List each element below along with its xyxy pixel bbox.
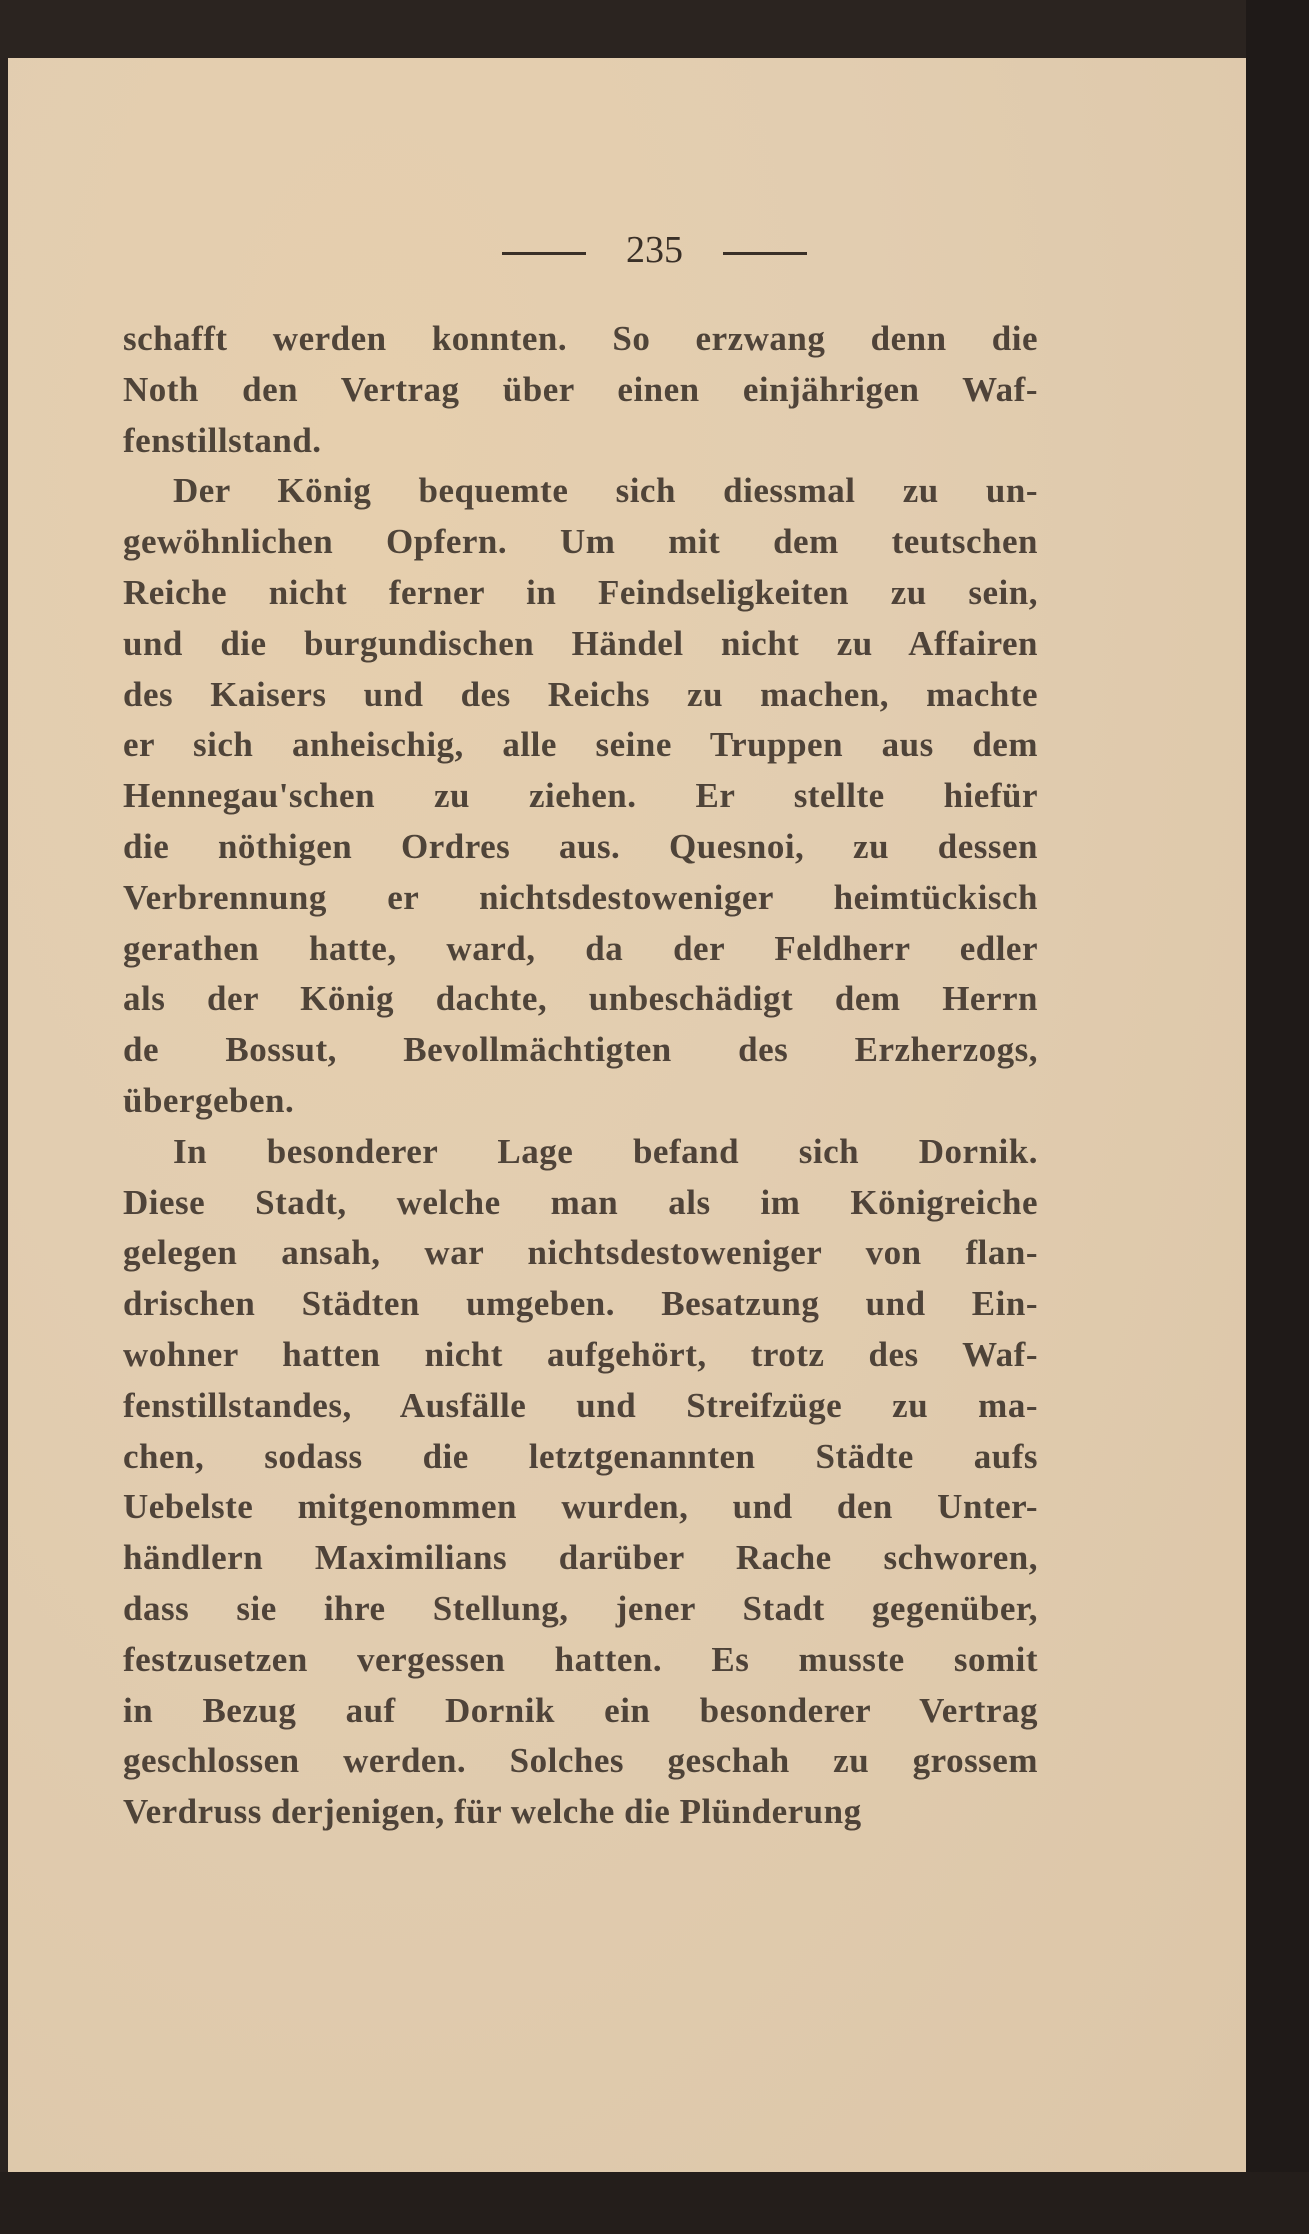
page-header bbox=[0, 228, 1309, 272]
text-line: Verbrennung er nichtsdestoweniger heimtückisch bbox=[123, 877, 1038, 917]
text-line: Uebelste mitgenommen wurden, und den Unter- bbox=[123, 1487, 1038, 1527]
text-line: er sich anheischig, alle seine Truppen aus dem bbox=[123, 725, 1038, 765]
text-line: de Bossut, Bevollmächtigten des Erzherzogs, bbox=[123, 1030, 1038, 1070]
text-line: wohner hatten nicht aufgehört, trotz des Waf- bbox=[123, 1334, 1038, 1374]
text-line: Hennegau'schen zu ziehen. Er stellte hiefür bbox=[123, 776, 1038, 816]
text-line: Diese Stadt, welche man als im Königreiche bbox=[123, 1182, 1038, 1222]
body-text bbox=[123, 314, 1038, 1838]
text-line: die nöthigen Ordres aus. Quesnoi, zu dessen bbox=[123, 826, 1038, 866]
text-line: In besonderer Lage befand sich Dornik. bbox=[173, 1131, 1038, 1171]
text-line: fenstillstandes, Ausfälle und Streifzüge zu ma- bbox=[123, 1385, 1038, 1425]
text-line: gewöhnlichen Opfern. Um mit dem teutschen bbox=[123, 522, 1038, 562]
scan-right-border bbox=[1246, 0, 1309, 2234]
scan-top-border bbox=[0, 0, 1309, 58]
page-number: 235 bbox=[626, 229, 683, 271]
text-line: fenstillstand. bbox=[123, 420, 322, 460]
header-dash-right bbox=[723, 252, 807, 255]
text-line: gelegen ansah, war nichtsdestoweniger von flan- bbox=[123, 1233, 1038, 1273]
text-line: festzusetzen vergessen hatten. Es musste somit bbox=[123, 1639, 1038, 1679]
text-line: schafft werden konnten. So erzwang denn die bbox=[123, 319, 1038, 358]
text-line: übergeben. bbox=[123, 1080, 295, 1120]
text-line: Verdruss derjenigen, für welche die Plünderung bbox=[123, 1792, 862, 1832]
text-line: Noth den Vertrag über einen einjährigen Waf- bbox=[123, 369, 1038, 409]
text-line: chen, sodass die letztgenannten Städte aufs bbox=[123, 1436, 1038, 1476]
text-line: Reiche nicht ferner in Feindseligkeiten zu sein, bbox=[123, 572, 1038, 612]
text-line: des Kaisers und des Reichs zu machen, machte bbox=[123, 674, 1038, 714]
text-line: drischen Städten umgeben. Besatzung und Ein- bbox=[123, 1284, 1038, 1324]
text-line: dass sie ihre Stellung, jener Stadt gegenüber, bbox=[123, 1588, 1038, 1628]
text-line: händlern Maximilians darüber Rache schworen, bbox=[123, 1538, 1038, 1578]
text-line: als der König dachte, unbeschädigt dem Herrn bbox=[123, 979, 1038, 1019]
text-line: geschlossen werden. Solches geschah zu grossem bbox=[123, 1741, 1038, 1781]
text-line: und die burgundischen Händel nicht zu Affairen bbox=[123, 623, 1038, 663]
header-dash-left bbox=[502, 252, 586, 255]
text-line: in Bezug auf Dornik ein besonderer Vertrag bbox=[123, 1690, 1038, 1730]
scan-bottom-border bbox=[0, 2172, 1309, 2234]
text-line: Der König bequemte sich diessmal zu un- bbox=[173, 471, 1038, 511]
text-line: gerathen hatte, ward, da der Feldherr edler bbox=[123, 928, 1038, 968]
